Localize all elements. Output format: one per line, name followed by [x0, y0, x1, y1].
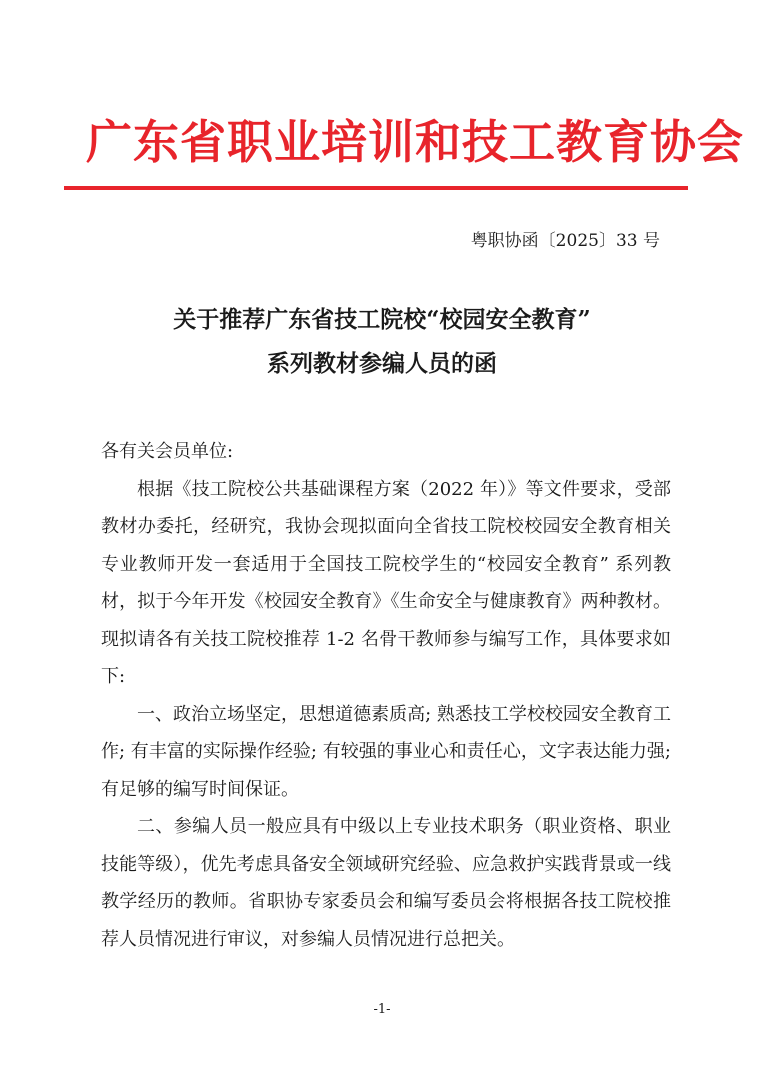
letterhead-title: 广东省职业培训和技工教育协会	[86, 115, 744, 169]
page-number: -1-	[373, 1002, 391, 1017]
document-title	[0, 298, 764, 386]
body-paragraph-requirement-1: 一、政治立场坚定，思想道德素质高; 熟悉技工学校校园安全教育工作; 有丰富的实际操作经验; 有较强的事业心和责任心，文字表达能力强; 有足够的编写时间保证。	[101, 703, 671, 800]
salutation: 各有关会员单位:	[101, 441, 234, 462]
letterhead-red-rule	[64, 186, 688, 190]
document-body	[101, 433, 671, 958]
body-paragraph-requirement-2: 二、参编人员一般应具有中级以上专业技术职务（职业资格、职业技能等级），优先考虑具备安全领域研究经验、应急救护实践背景或一线教学经历的教师。省职协专家委员会和编写委员会将根据各技工院校推荐人员情况进行审议，对参编人员情况进行总把关。	[101, 816, 671, 950]
document-number: 粤职协函〔2025〕33 号	[470, 231, 660, 251]
body-paragraph-intro: 根据《技工院校公共基础课程方案（2022 年）》等文件要求，受部教材办委托，经研究，我协会现拟面向全省技工院校校园安全教育相关专业教师开发一套适用于全国技工院校学生的“校园安全教育” 系列教材，拟于今年开发《校园安全教育》《生命安全与健康教育》两种教材。现拟请各有关技工院校推荐 1-2 名骨干教师参与编写工作，具体要求如下:	[101, 478, 671, 687]
document-title-line-2: 系列教材参编人员的函	[267, 350, 497, 377]
document-title-line-1: 关于推荐广东省技工院校“校园安全教育”	[173, 306, 591, 333]
